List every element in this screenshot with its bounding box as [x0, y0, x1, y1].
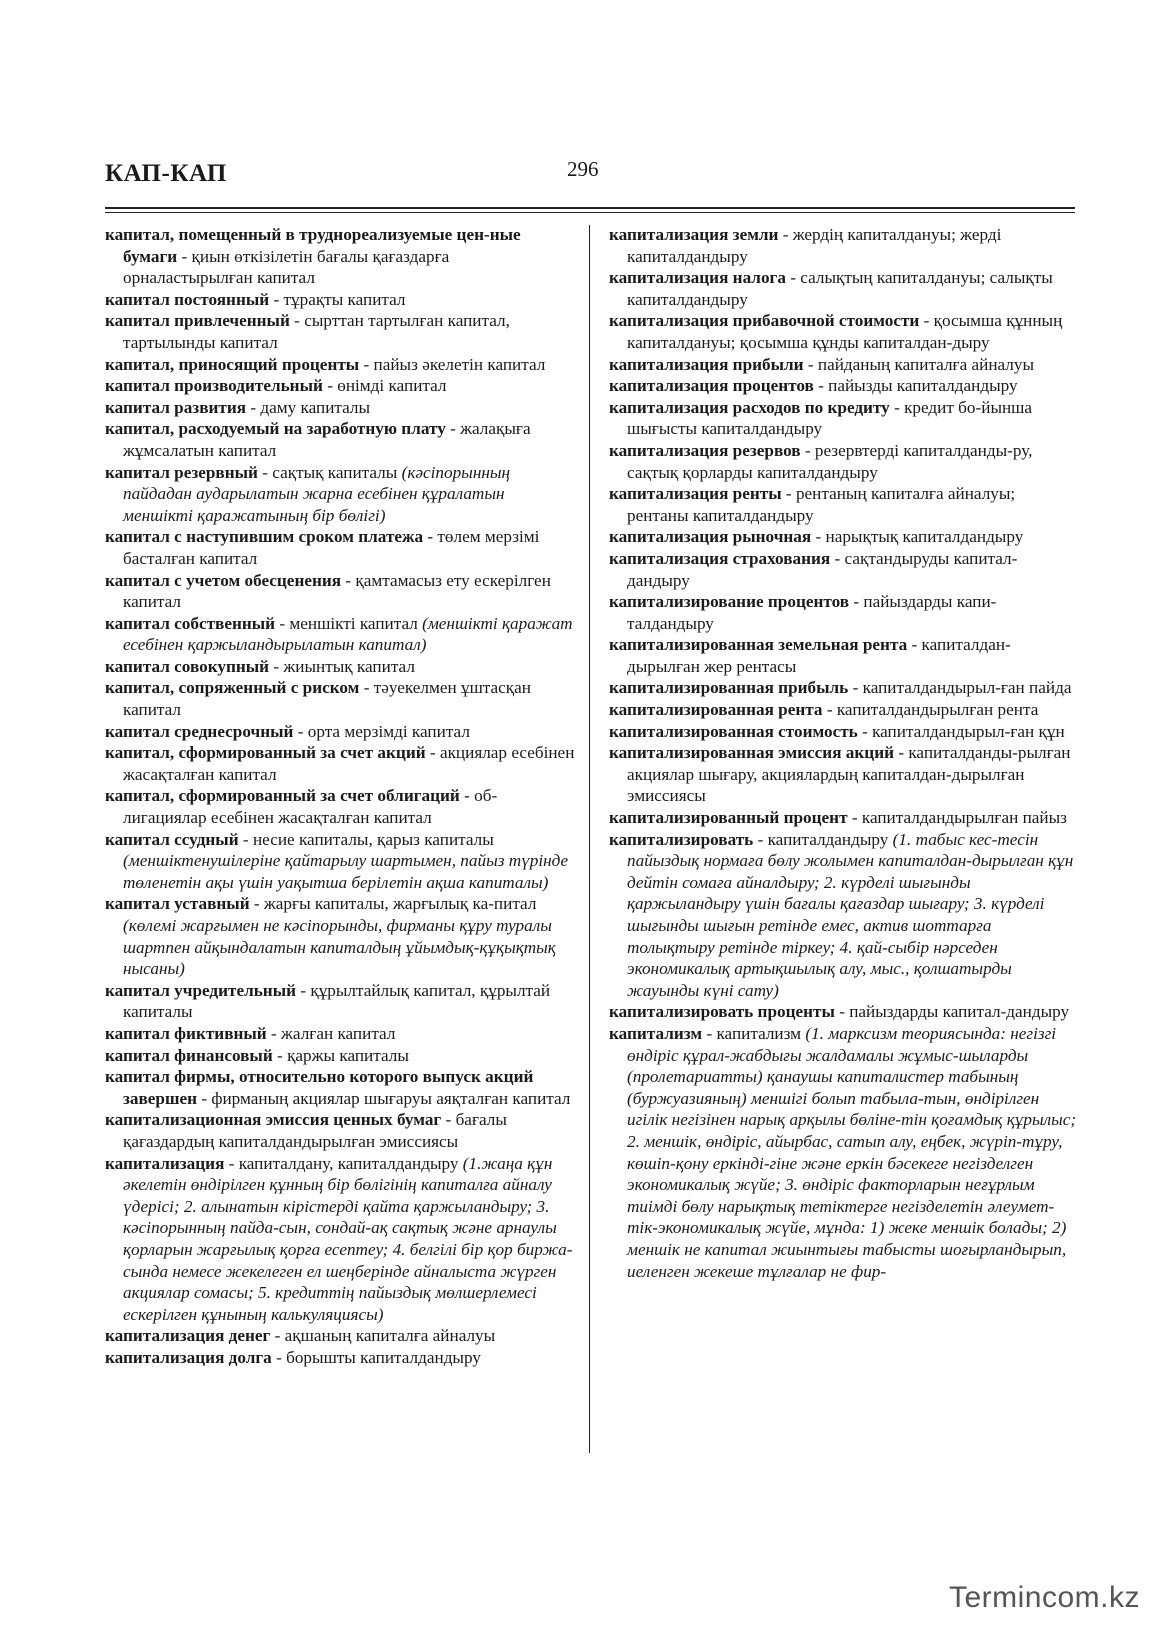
entry-definition: - бағалы қағаздардың капиталдандырылған эмиссиясы — [123, 1110, 507, 1151]
dictionary-entry — [105, 224, 575, 289]
entry-definition: - резервтерді капиталданды-ру, сақтық қорларды капиталдандыру — [627, 440, 1033, 482]
entry-definition: - тұрақты капитал — [269, 289, 406, 309]
dictionary-entry — [609, 829, 1077, 1002]
site-logo — [949, 1581, 1140, 1615]
entry-term: капитализационная эмиссия ценных бумаг — [105, 1110, 442, 1130]
dictionary-entry — [105, 1045, 575, 1067]
entry-term: капитализация страхования — [609, 548, 831, 568]
entry-term: капитализация резервов — [609, 440, 801, 460]
entry-term: капитализация расходов по кредиту — [609, 397, 890, 417]
entry-definition: - нарықтық капиталдандыру — [811, 527, 1024, 547]
dictionary-entry — [105, 829, 575, 894]
entry-note: (меншіктенушілеріне қайтарылу шартымен, пайыз түрінде төленетін ақы үшін уақытша берілетін ақша капиталы) — [123, 851, 569, 892]
entry-term: капитал, приносящий проценты — [105, 354, 360, 374]
dictionary-entry — [105, 656, 575, 678]
dictionary-entry — [105, 613, 575, 656]
dictionary-entry — [609, 721, 1077, 743]
entry-definition: - өнімді капитал — [322, 376, 447, 396]
entry-term: капитализация денег — [105, 1326, 271, 1346]
site-logo-text: Termincom.kz — [948, 1581, 1140, 1614]
dictionary-entry — [105, 1325, 575, 1347]
dictionary-entry — [609, 1023, 1077, 1282]
dictionary-entry — [609, 634, 1077, 677]
entry-definition: - капиталдану, капиталдандыру — [224, 1153, 463, 1173]
entry-note: (1. табыс кес-тесін пайыздық нормаға бөлу жолымен капиталдан-дырылған құн дейтін сомаға айналдыру; 2. күрделі шығынды қаржыландыру үшін бағалы қағаздар шығару; 3. күрделі шығынды шығын ретінде емес, актив шоттарға толықтыру ретінде тіркеу; 4. қай-сыбір нәрседен экономикалық артықшылық алу, мыс., қолшатырды жауынды күні сату) — [627, 829, 1074, 1000]
entry-term: капитализированная стоимость — [609, 721, 858, 741]
dictionary-entry — [105, 570, 575, 613]
dictionary-entry — [609, 526, 1077, 548]
dictionary-entry — [105, 785, 575, 828]
entry-term: капитализация земли — [609, 225, 779, 244]
entry-note: (1. марксизм теориясында: негізгі өндіріс құрал-жабдығы жалдамалы жұмыс-шыларды (пролетариатты) қанаушы капиталистер табының (буржуазияның) меншігі болып табыла-тын, өндірілген игілік негізінен нарық арқылы бөліне-тін қоғамдық құрылыс; 2. меншік, өндіріс, айырбас, сатып алу, еңбек, жүріп-тұру, көшіп-қону еркінді-гіне және еркін бәсекеге негізделген экономикалық жүйе; 3. өндіріс факторларын неғұрлым тиімді бөлу нарықтық тетіктерге негізделетін әлеумет-тік-экономикалық жүйе, мұнда: 1) жеке меншік болады; 2) меншік не капитал жиынтығы табысты шоғырландырып, иеленген жекеше тұлғалар не фир- — [627, 1023, 1077, 1281]
entry-term: капитализация прибыли — [609, 354, 804, 374]
entry-definition: - қамтамасыз ету ескерілген капитал — [123, 570, 551, 612]
dictionary-entry — [609, 591, 1077, 634]
entry-term: капитализирование процентов — [609, 592, 850, 612]
entry-term: капитализация прибавочной стоимости — [609, 311, 920, 331]
entry-definition: - жердің капиталдануы; жерді капиталдандыру — [627, 225, 1002, 266]
header-rule-thick — [105, 207, 1075, 209]
dictionary-entry — [609, 224, 1077, 267]
dictionary-entry — [105, 397, 575, 419]
entry-term: капитал финансовый — [105, 1045, 273, 1065]
entry-definition: - пайыздарды капитал-дандыру — [834, 1002, 1070, 1022]
dictionary-entry — [105, 354, 575, 376]
dictionary-entry — [609, 267, 1077, 310]
entry-term: капитализированная земельная рента — [609, 635, 908, 655]
entry-definition: - меншікті капитал — [275, 613, 423, 633]
entry-term: капитал собственный — [105, 613, 276, 633]
entry-term: капитал, сформированный за счет облигаций — [105, 786, 460, 806]
entry-definition: - қиын өткізілетін бағалы қағаздарға орналастырылған капитал — [123, 246, 450, 288]
entry-term: капитал производительный — [105, 376, 323, 396]
page-header — [105, 157, 1075, 200]
entry-term: капитал развития — [105, 397, 247, 417]
entry-term: капитал резервный — [105, 462, 258, 482]
entry-definition: - борышты капиталдандыру — [271, 1347, 481, 1367]
entry-term: капитализация рыночная — [609, 527, 812, 547]
entry-definition: - акциялар есебінен жасақталған капитал — [123, 743, 575, 784]
dictionary-entry — [609, 699, 1077, 721]
dictionary-entry — [105, 1347, 575, 1369]
entry-definition: - капиталдандырыл-ған пайда — [848, 678, 1072, 698]
entry-definition: - салықтың капиталдануы; салықты капиталдандыру — [627, 268, 1053, 309]
entry-definition: - төлем мерзімі басталған капитал — [123, 527, 540, 568]
entry-note: (көлемі жарғымен не кәсіпорынды, фирманы құру туралы шартпен айқындалатын капиталдың ұйымдық-құқықтық нысаны) — [123, 916, 556, 979]
entry-term: капитал, расходуемый на заработную плату — [105, 419, 446, 439]
dictionary-entry — [609, 440, 1077, 483]
entry-term: капитализация процентов — [609, 376, 814, 396]
page-number: 296 — [567, 157, 599, 181]
entry-definition: - капиталдандырылған рента — [822, 700, 1039, 720]
dictionary-entry — [609, 397, 1077, 440]
dictionary-entry — [609, 310, 1077, 353]
dictionary-entry — [609, 1001, 1077, 1023]
dictionary-entry — [609, 354, 1077, 376]
entry-definition: - капиталдандырылған пайыз — [847, 808, 1067, 828]
dictionary-entry — [105, 742, 575, 785]
entry-term: капитал фиктивный — [105, 1023, 267, 1043]
entry-definition: - пайданың капиталға айналуы — [803, 354, 1035, 374]
entry-definition: - қосымша құнның капиталдануы; қосымша құнды капиталдан-дыру — [627, 311, 1063, 352]
entry-term: капитал с наступившим сроком платежа — [105, 527, 424, 547]
entry-definition: - сақтық капиталы — [257, 462, 402, 482]
header-rule-thin — [105, 212, 1075, 213]
dictionary-entry — [105, 677, 575, 720]
entry-term: капитал привлеченный — [105, 311, 290, 331]
entry-term: капитал уставный — [105, 894, 250, 914]
entry-term: капитал постоянный — [105, 289, 270, 309]
entry-term: капитал фирмы, относительно которого выпуск акций завершен — [105, 1067, 534, 1108]
entry-definition: - рентаның капиталға айналуы; рентаны капиталдандыру — [627, 484, 1016, 525]
entry-definition: - құрылтайлық капитал, құрылтай капиталы — [123, 980, 551, 1022]
entry-term: капитализированная эмиссия акций — [609, 743, 895, 763]
entry-definition: - пайызды капиталдандыру — [813, 376, 1018, 396]
dictionary-entry — [105, 526, 575, 569]
dictionary-entry — [609, 807, 1077, 829]
entry-term: капитал среднесрочный — [105, 721, 294, 741]
entry-definition: - сақтандыруды капитал-дандыру — [627, 548, 1018, 590]
entry-definition: - жалған капитал — [266, 1023, 396, 1043]
running-head: КАП-КАП — [105, 160, 227, 187]
dictionary-entry — [105, 721, 575, 743]
entry-term: капитализированная прибыль — [609, 678, 849, 698]
entry-definition: - капиталдандырыл-ған құн — [857, 721, 1065, 741]
dictionary-entry — [105, 980, 575, 1023]
entry-definition: - жалақыға жұмсалатын капитал — [123, 419, 531, 460]
entry-term: капитализация — [105, 1153, 225, 1173]
entry-definition: - несие капиталы, қарыз капиталы — [238, 829, 494, 849]
entry-definition: - ақшаның капиталға айналуы — [270, 1326, 496, 1346]
entry-term: капитализированный процент — [609, 808, 848, 828]
column-divider — [589, 225, 590, 1453]
dictionary-entry — [105, 310, 575, 353]
dictionary-entry — [105, 462, 575, 527]
entry-term: капитал, помещенный в труднореализуемые цен-ные бумаги — [105, 225, 521, 266]
entry-term: капитализация ренты — [609, 484, 782, 504]
dictionary-entry — [609, 548, 1077, 591]
entry-definition: - пайыз әкелетін капитал — [359, 354, 546, 374]
entry-term: капитал учредительный — [105, 980, 297, 1000]
left-column — [105, 224, 575, 1368]
entry-note: (кәсіпорынның пайдадан аударылатын жарна есебінен құралатын меншікті қаражатының бір бөлігі) — [123, 462, 511, 525]
entry-note: (1.жаңа құн әкелетін өндірілген құнның бір бөлігінің капиталға айналу үдерісі; 2. алынатын кірістерді қайта қаржыландыру; 3. кәсіпорынның пайда-сын, сондай-ақ сақтық және арнаулы қорларын жарғылық қорға есептеу; 4. белгілі бір қор биржа-сында немесе жекелеген ел шеңберінде айналыста жүрген акциялар сомасы; 5. кредиттің пайыздық мөлшерлемесі ескерілген құнының калькуляциясы) — [123, 1153, 573, 1324]
entry-definition: - капитализм — [702, 1023, 806, 1043]
entry-term: капитализм — [609, 1023, 703, 1043]
entry-term: капитализировать проценты — [609, 1002, 835, 1022]
dictionary-entry — [105, 1109, 575, 1152]
entry-note: (меншікті қаражат есебінен қаржыландырылатын капитал) — [123, 613, 573, 655]
entry-definition: - фирманың акциялар шығаруы аяқталған капитал — [197, 1088, 571, 1108]
entry-definition: - капиталдандыру — [753, 829, 893, 849]
entry-term: капитализация долга — [105, 1347, 272, 1367]
entry-definition: - об-лигациялар есебінен жасақталған капитал — [123, 786, 498, 828]
entry-definition: - жиынтық капитал — [269, 656, 415, 676]
dictionary-entry — [105, 289, 575, 311]
entry-term: капитализация налога — [609, 268, 786, 288]
dictionary-entry — [105, 1066, 575, 1109]
entry-term: капитализировать — [609, 829, 754, 849]
entry-term: капитал с учетом обесценения — [105, 570, 342, 590]
entry-definition: - капиталдан-дырылған жер рентасы — [627, 635, 1011, 676]
entry-definition: - тәуекелмен ұштасқан капитал — [123, 678, 531, 720]
entry-definition: - пайыздарды капи-талдандыру — [627, 592, 997, 633]
entry-term: капитал, сформированный за счет акций — [105, 743, 426, 763]
dictionary-entry — [609, 677, 1077, 699]
dictionary-entry — [609, 742, 1077, 807]
dictionary-entry — [105, 893, 575, 979]
entry-definition: - даму капиталы — [246, 397, 371, 417]
entry-term: капитализированная рента — [609, 700, 823, 720]
dictionary-entry — [609, 483, 1077, 526]
entry-definition: - капиталданды-рылған акциялар шығару, акциялардың капиталдан-дырылған эмиссиясы — [627, 743, 1071, 806]
entry-definition: - кредит бо-йынша шығысты капиталдандыру — [627, 397, 1033, 439]
entry-term: капитал, сопряженный с риском — [105, 678, 360, 698]
right-column — [609, 224, 1077, 1282]
dictionary-entry — [105, 375, 575, 397]
entry-definition: - сырттан тартылған капитал, тартылынды капитал — [123, 311, 510, 352]
entry-definition: - жарғы капиталы, жарғылық ка-питал — [249, 894, 537, 914]
dictionary-entry — [609, 375, 1077, 397]
dictionary-entry — [105, 1153, 575, 1326]
entry-term: капитал ссудный — [105, 829, 239, 849]
dictionary-entry — [105, 418, 575, 461]
entry-definition: - орта мерзімді капитал — [293, 721, 470, 741]
dictionary-entry — [105, 1023, 575, 1045]
entry-term: капитал совокупный — [105, 656, 270, 676]
entry-definition: - қаржы капиталы — [272, 1045, 409, 1065]
